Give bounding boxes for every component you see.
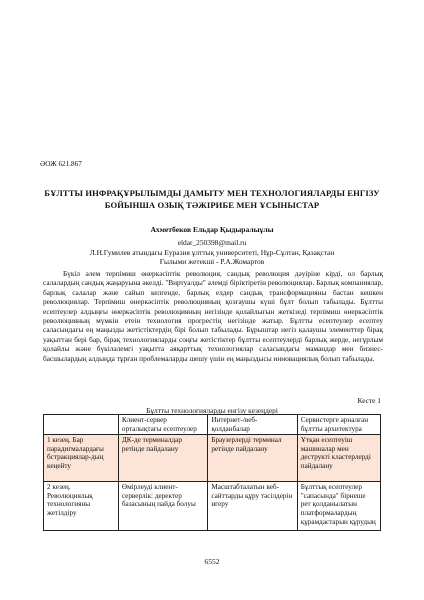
table-cell: 1 кезең. Бар парадигмалардағы бстракциялар-дың кеңейту: [44, 435, 119, 482]
author-name: Ахметбеков Ельдар Қыдыралыұлы: [150, 225, 274, 234]
table-caption: Бұлтты технологияларды енгізу кезеңдері: [146, 406, 278, 415]
table-number: Кесте 1: [357, 396, 381, 405]
table-cell: Бұлттық есептеулер "сапасында" бірнеше рет қолданылатын платформалардың құрамдастарын құрудың: [297, 482, 380, 531]
table-cell: 2 кезең. Революциялық технологияны жетілдіру: [44, 482, 119, 531]
table-cell: ДК-де терминалдар ретінде пайдалану: [118, 435, 207, 482]
stages-table: [43, 414, 381, 531]
table-header-row: [44, 415, 381, 435]
table-cell: Браузерлерді терминал ретінде пайдалану: [208, 435, 297, 482]
table-header-cell: Клиент-сервер орталықтағы есептеулер: [118, 415, 207, 435]
table-header-cell: Интернет-/веб-қолданбалар: [208, 415, 297, 435]
table-row: [44, 482, 381, 531]
table-cell: Өмірлеуді клиент-серверлік: деректер базасының пайда болуы: [118, 482, 207, 531]
table-header-cell: Сервистерге арналған бұлтты архитектура: [297, 415, 380, 435]
table-cell: Ұтқан есептеуіш машиналар мен деструкті кластерлерді пайдалану: [297, 435, 380, 482]
supervisor: Ғылыми жетекші - Р.А.Жомартов: [159, 257, 265, 266]
paper-title: [40, 187, 384, 211]
title-line-1: БҰЛТТЫ ИНФРАҚҰРЫЛЫМДЫ ДАМЫТУ МЕН ТЕХНОЛОГИЯЛАРДЫ ЕНГІЗУ: [44, 188, 380, 198]
page-number: 6552: [204, 557, 220, 566]
author-email: eldar_250398@mail.ru: [177, 238, 247, 247]
abstract-paragraph: Бүкіл әлем терпімиш өнеркәсіптік революция, сандық революция дәуіріне кірді, ол барлық салалардың сандық жаңаруына әкелді. "Виртуалды" әлемді біріктіретін революциялар. Барлық компаниялар, барлық салалар және сайып келгенде, барлық елдер сандық трансформацияны бастан кешкен революциялар. Терпімиш өнеркәсіптік революцияның қозғаушы күші бұлт болып табылады. Бұлтты есептеулер алдыңғы өнеркәсіптік революцияның негізінде қолайлығын жеткізеді терпімиш өнеркәсіптік революцияның мүмкін етеін технология прогрестің негізінде жатыр. Бұлтты есептеулер есептеу саласындағы ең маңызды жетістіктердің бірі болып табылады. Бұрыштар негіз қалаушы элементтер бірақ уақыттан бері бар, бірақ технологияларды соңғы жетістіктер бұлтты есептеулерді барлық жерде, негұрлым қолайлы және бүкіләлемгі уақытта аяқарттық технологиялар саласындағы мамандар мен бизнес-басшылардың алдыңда тұрған проблемаларды шешу үшін ең маңыздысы инновациялық болып табылады.: [43, 269, 383, 363]
table-header-cell: [44, 415, 119, 435]
author-affiliation: Л.Н.Гумилев атындағы Еуразия ұлттық университеті, Нұр-Сұлтан, Қазақстан: [89, 248, 335, 257]
table-row: [44, 435, 381, 482]
udc-code: ӘОЖ 621.867: [40, 160, 82, 168]
title-line-2: БОЙЫНША ОЗЫҚ ТӘЖІРИБЕ МЕН ҰСЫНЫСТАР: [104, 200, 320, 210]
table-cell: Масштабталатын веб-сайттарды құру тәсілдерін игеру: [208, 482, 297, 531]
